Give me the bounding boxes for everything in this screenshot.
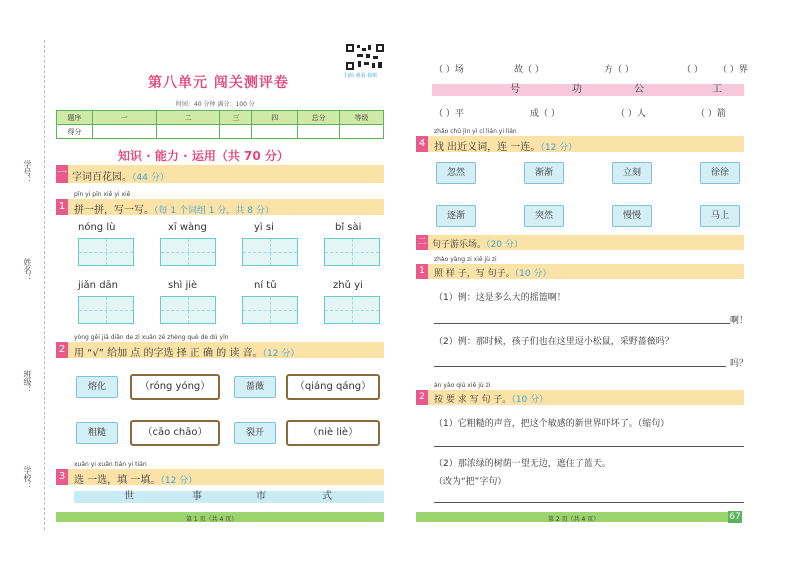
writing-box[interactable] — [324, 296, 380, 324]
score-header: 三 — [220, 111, 252, 125]
score-header: 二 — [156, 111, 220, 125]
page-number: 67 — [729, 512, 741, 522]
part2-badge: 二 — [416, 235, 428, 250]
fill-blank[interactable]: （ ）界 — [718, 65, 748, 75]
score-header: 一 — [92, 111, 156, 125]
s2-number: 2 — [416, 390, 428, 405]
s2-task-2: （2）那浓绿的树荫一望无边，遮住了蓝天。 — [434, 459, 611, 469]
score-cell[interactable] — [298, 125, 340, 139]
synonym-word[interactable]: 突然 — [524, 205, 564, 227]
q3-word: 式 — [322, 491, 332, 502]
q2-pinyin: yòng gěi jiā diǎn de zì xuǎn zé zhèng què de dú yīn — [74, 334, 229, 341]
score-header: 四 — [252, 111, 298, 125]
s2-task-1: （1）它粗糙的声音，把这个敏感的新世界吓坏了。（缩句） — [434, 419, 670, 429]
fill-blank[interactable]: （ ）场 — [434, 65, 464, 75]
q3-number: 3 — [56, 469, 68, 485]
school-label: 学校： — [23, 466, 32, 490]
writing-box[interactable] — [160, 238, 216, 266]
score-cell[interactable] — [220, 125, 252, 139]
synonym-word[interactable]: 马上 — [700, 205, 740, 227]
q2-number: 2 — [56, 342, 68, 358]
q1-word-pinyin: nóng lù — [78, 222, 116, 233]
right-page — [400, 0, 800, 566]
q3-word: 事 — [192, 491, 202, 502]
choice-word: 公 — [634, 84, 644, 95]
page-footer: 第 2 页（共 4 页） — [548, 516, 600, 523]
q3-word: 世 — [124, 491, 134, 502]
q2-pinyin-choice[interactable]: （cāo chāo） — [130, 420, 220, 446]
q2-pinyin-choice[interactable]: （róng yóng） — [130, 374, 220, 400]
q2-prompt: 用 “√” 给加 点 的字选 择 正 确 的 读 音。（12 分） — [74, 348, 300, 359]
fill-blank[interactable]: （ ）箭 — [696, 109, 726, 119]
q4-number: 4 — [416, 136, 428, 152]
score-row-label: 得分 — [57, 125, 93, 139]
q3-pinyin: xuǎn yi xuǎn tián yi tián — [74, 461, 147, 468]
score-cell[interactable] — [156, 125, 220, 139]
writing-box[interactable] — [242, 296, 298, 324]
synonym-word[interactable]: 逐渐 — [436, 205, 476, 227]
synonym-word[interactable]: 徐徐 — [700, 162, 740, 184]
writing-box[interactable] — [242, 238, 298, 266]
s1-example-2: （2）例：那时候，孩子们也在这里逗小松鼠，采野蔷薇吗？ — [434, 337, 674, 347]
s1-number: 1 — [416, 264, 428, 279]
answer-line[interactable] — [434, 446, 744, 447]
page-footer: 第 1 页（共 4 页） — [186, 516, 238, 523]
score-cell[interactable] — [92, 125, 156, 139]
choice-word: 功 — [572, 84, 582, 95]
q3-word-strip — [74, 491, 384, 503]
q1-word-pinyin: jiǎn dān — [78, 280, 119, 291]
s1-example-1: （1）例：这是多么大的摇篮啊！ — [434, 293, 566, 303]
q1-word-pinyin: ní tǔ — [254, 280, 277, 291]
q1-word-pinyin: zhǔ yi — [333, 280, 363, 291]
word-choice-strip — [432, 84, 744, 96]
name-label: 姓名： — [23, 258, 32, 282]
writing-box[interactable] — [78, 296, 134, 324]
exam-info: 时间：40 分钟 满分：100 分 — [176, 101, 255, 108]
q2-word: 蔷薇 — [234, 376, 276, 398]
qr-caption: 扫码 观看 视频 — [344, 73, 378, 79]
q1-prompt: 拼一拼，写一写。（每 1 个词组 1 分，共 8 分） — [74, 205, 274, 216]
score-header: 等级 — [340, 111, 384, 125]
score-header: 总分 — [298, 111, 340, 125]
part1-label: 字词百花园。（44 分） — [72, 172, 169, 183]
qr-code-icon[interactable] — [344, 42, 386, 72]
q1-pinyin: pīn yi pīn xiě yi xiě — [74, 191, 131, 198]
fill-blank[interactable]: （ ）人 — [616, 109, 646, 119]
fill-blank[interactable]: 故（ ） — [514, 65, 544, 75]
s1-prompt: 照 样 子，写 句子。（10 分） — [434, 269, 552, 279]
s2-pinyin: àn yāo qiú xiě jù zi — [434, 382, 491, 389]
q1-number: 1 — [56, 199, 68, 215]
s1-example-1-end: 啊！ — [730, 316, 749, 326]
q2-word: 粗糙 — [76, 422, 118, 444]
fill-blank[interactable]: （ ）平 — [434, 109, 464, 119]
writing-box[interactable] — [78, 238, 134, 266]
section-heading: 知识 · 能力 · 运用（共 70 分） — [118, 149, 289, 163]
part1-badge: 一 — [56, 165, 68, 183]
q2-pinyin-choice[interactable]: （niè liè） — [286, 420, 380, 446]
s1-example-2-end: 吗？ — [730, 359, 749, 369]
fill-blank[interactable]: 成（ ） — [530, 109, 560, 119]
answer-line[interactable] — [434, 323, 730, 324]
synonym-word[interactable]: 忽然 — [436, 162, 476, 184]
q2-pinyin-choice[interactable]: （qiáng qáng） — [286, 374, 380, 400]
q4-pinyin: zhǎo chū jìn yì cí lián yi lián — [434, 128, 517, 135]
cut-line — [44, 40, 45, 530]
choice-word: 号 — [510, 84, 520, 95]
s2-prompt: 按 要 求 写 句 子。（10 分） — [434, 395, 549, 405]
score-header: 题序 — [57, 111, 93, 125]
page-title: 第八单元 闯关测评卷 — [148, 75, 289, 91]
q1-word-pinyin: yì si — [254, 222, 274, 233]
choice-word: 工 — [712, 84, 722, 95]
q1-word-pinyin: bǐ sài — [335, 222, 362, 233]
synonym-word[interactable]: 渐渐 — [524, 162, 564, 184]
answer-line[interactable] — [434, 366, 726, 367]
writing-box[interactable] — [160, 296, 216, 324]
score-cell[interactable] — [340, 125, 384, 139]
student-id-label: 学号： — [23, 160, 32, 184]
score-cell[interactable] — [252, 125, 298, 139]
class-label: 班级： — [23, 370, 32, 394]
score-table — [56, 110, 384, 139]
fill-blank[interactable]: （ ） — [682, 65, 703, 75]
q3-word: 市 — [256, 491, 266, 502]
synonym-word[interactable]: 立刻 — [612, 162, 652, 184]
s2-task-2-note: （改为“把”字句） — [434, 477, 507, 487]
q1-word-pinyin: xī wàng — [168, 222, 207, 233]
s1-pinyin: zhào yàng zi xiě jù zi — [434, 256, 497, 263]
fill-blank[interactable]: 方（ ） — [604, 65, 634, 75]
q2-word: 裂开 — [234, 422, 276, 444]
q4-prompt: 找 出近义词，连 一连。（12 分） — [434, 142, 578, 153]
answer-line[interactable] — [434, 502, 744, 503]
writing-box[interactable] — [324, 238, 380, 266]
synonym-word[interactable]: 慢慢 — [612, 205, 652, 227]
q2-word: 熔化 — [76, 376, 118, 398]
part2-label: 句子游乐场。（20 分） — [432, 240, 523, 250]
q3-prompt: 选 一选，填 一填。（12 分） — [74, 475, 198, 486]
q1-word-pinyin: shì jiè — [168, 280, 198, 291]
